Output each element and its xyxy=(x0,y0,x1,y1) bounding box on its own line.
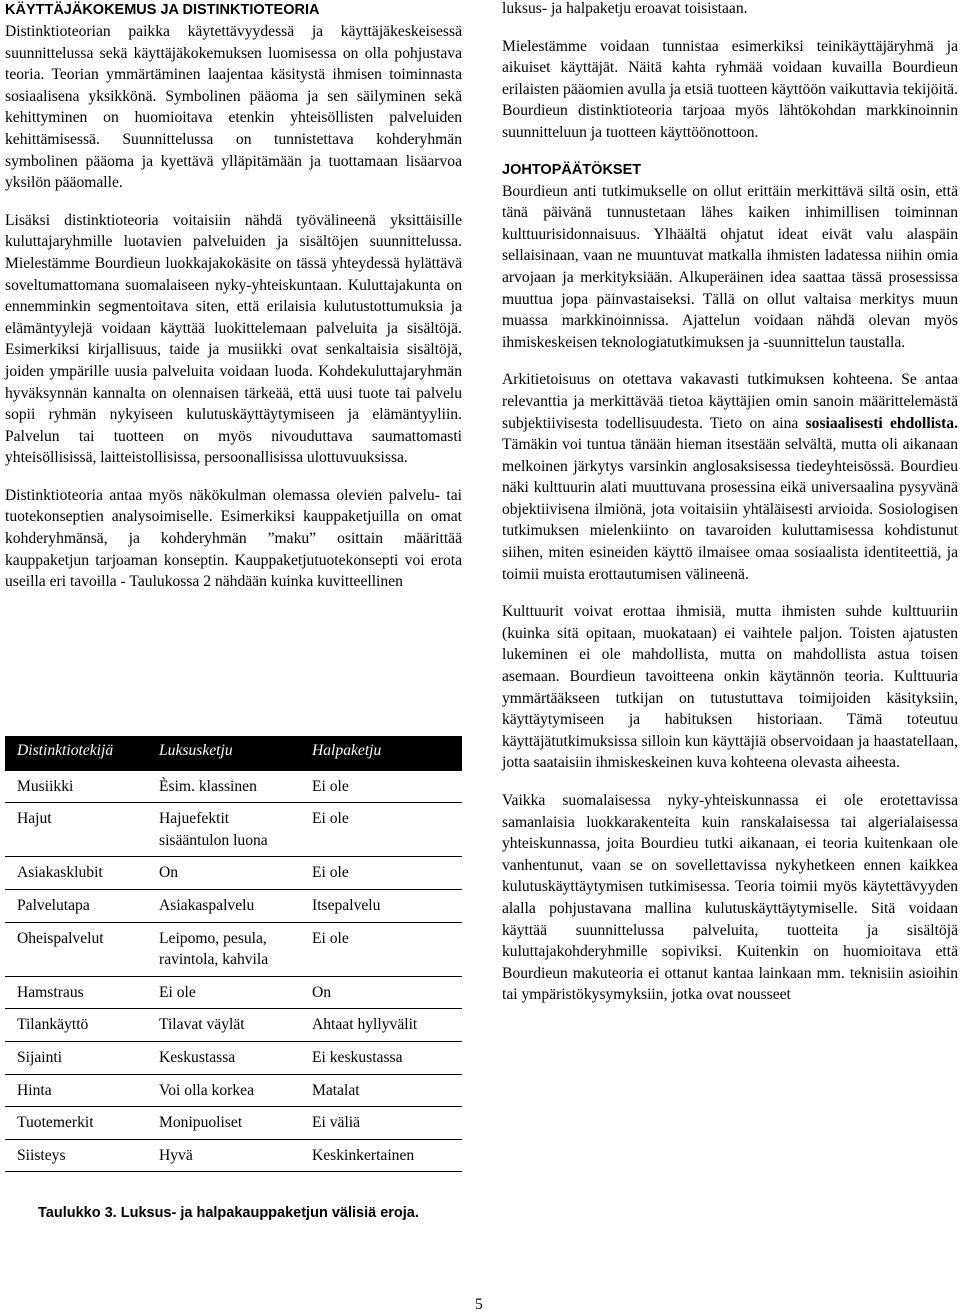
table-row xyxy=(5,922,462,976)
table-cell: Sijainti xyxy=(5,1041,147,1074)
paragraph: Bourdieun anti tutkimukselle on ollut erittäin merkittävä siltä osin, että tänä päivänä tunnustetaan lähes kaiken inhimillisen toiminnan kulttuurisidonnaisuus. Ylhäältä ohjatut ideat eivät valu alaspäin sellaisinaan, vaan ne muuntuvat matkalla ihmisten ladatessa niihin omia arvojaan ja merkityksiään. Alkuperäinen idea saattaa tässä prosessissa muuttua jopa päinvastaiseksi. Tällä on ollut valtaisa merkitys muun muassa markkinoinnissa. Ajattelun voidaan nähdä olevan myös ihmiskeskeisen teknologiatutkimuksen ja -suunnittelun taustalla. xyxy=(502,182,958,351)
table-header-cell: Halpaketju xyxy=(300,736,462,770)
table-cell: Itsepalvelu xyxy=(300,889,462,922)
table-cell: Tuotemerkit xyxy=(5,1107,147,1140)
table-row xyxy=(5,803,462,857)
left-column xyxy=(5,0,462,593)
table-cell: Èsim. klassinen xyxy=(147,770,300,803)
paragraph: Vaikka suomalaisessa nyky-yhteiskunnassa ei ole erotettavissa samanlaisia luokkarakenteita kuin ranskalaisessa tai algerialaisessa yhteiskunnassa, joita Bourdieu tutki aikanaan, ei teoria kuitenkaan ole vanhentunut, vaan se on sovellettavissa nykyhetkeen ennen kaikkea kulutuskäyttäytymisen tutkimisessa. Teoria toimii myös käytettävyyden alalla pohjustavana mallina kulutuskäyttäytymiselle. Sitä voidaan käyttää suunnittelussa palveluita, tuotteita ja sisältöjä kuluttajakohderyhmille sopiviksi. Kuitenkin on huomioitava että Bourdieun makuteoria ei ottanut kantaa lainkaan mm. teknisiin asioihin tai ympäristökysymyksiin, jotka ovat nousseet xyxy=(502,792,958,1004)
paragraph: Mielestämme voidaan tunnistaa esimerkiksi teinikäyttäjäryhmä ja aikuiset käyttäjät. Näitä kahta ryhmää voidaan kuvailla Bourdieun erilaisten pääomien avulla ja etsiä tuotteen käyttöön vaikuttavia tekijöitä. Bourdieun distinktioteoria tarjoaa myös lähtökohdan markkinoinnin suunnitteluun ja tuotteen käyttöönottoon. xyxy=(502,37,958,141)
table-cell: Ei keskustassa xyxy=(300,1041,462,1074)
table-cell: Asiakaspalvelu xyxy=(147,889,300,922)
table-cell: Ei ole xyxy=(300,922,462,976)
table-cell: Voi olla korkea xyxy=(147,1074,300,1107)
table-cell: Monipuoliset xyxy=(147,1107,300,1140)
section-heading-kayttajakokemus: KÄYTTÄJÄKOKEMUS JA DISTINKTIOTEORIA xyxy=(5,2,320,18)
table-cell: Hajuefektit sisääntulon luona xyxy=(147,803,300,857)
table-row xyxy=(5,857,462,890)
table-row xyxy=(5,770,462,803)
table-cell: Musiikki xyxy=(5,770,147,803)
table-cell: Oheispalvelut xyxy=(5,922,147,976)
table-row xyxy=(5,1139,462,1172)
table-cell: On xyxy=(147,857,300,890)
table-cell: Matalat xyxy=(300,1074,462,1107)
table-cell: Asiakasklubit xyxy=(5,857,147,890)
table-cell: Keskustassa xyxy=(147,1041,300,1074)
paragraph: Distinktioteoria antaa myös näkökulman olemassa olevien palvelu- tai tuotekonseptien analysoimiselle. Esimerkiksi kauppaketjuilla on omat kohderyhmänsä, ja kohderyhmän ”maku” osittain määrittää kauppaketjun tarjoaman konseptin. Kauppaketjutuotekonsepti voi erota useilla eri tavoilla - Taulukossa 2 nähdään kuinka kuvitteellinen xyxy=(5,486,462,591)
paragraph xyxy=(502,369,958,585)
table-header-cell: Luksusketju xyxy=(147,736,300,770)
comparison-table xyxy=(5,736,462,1172)
paragraph: Distinktioteorian paikka käytettävyydessä ja käyttäjäkeskeisessä suunnittelussa sekä käyttäjäkokemuksen luomisessa on olla pohjustava teoria. Teorian ymmärtäminen laajentaa käsitystä ihmisen toiminnasta sosiaalisena yksikkönä. Symbolinen pääoma ja sen säilyminen sekä kehittyminen on huomioitava etenkin yhteisöllisten palveluiden kehittämisessä. Suunnittelussa on tunnistettava kohderyhmän symbolinen pääoma ja kyettävä ylläpitämään ja tuottamaan lisäarvoa yksilön pääomalle. xyxy=(5,23,462,192)
table-cell: Keskinkertainen xyxy=(300,1139,462,1172)
paragraph: Kulttuurit voivat erottaa ihmisiä, mutta ihmisten suhde kulttuuriin (kuinka sitä opitaan, muokataan) ei vaihtele paljon. Toisten ajatusten lukeminen ei ole mahdollista, mutta on mahdollista astua toisen asemaan. Bourdieun tavoitteena onkin käytännön teoria. Kulttuuria ymmärtääkseen tutkijan on tutustuttava toimijoiden käsityksiin, käyttäytymiseen ja habituksen historiaan. Tämä toteutuu käyttäjätutkimuksissa silloin kun käyttäjiä observoidaan ja haastatellaan, jotta saataisiin ihmiskeskeinen kuva kohteena olevasta aiheesta. xyxy=(502,603,958,772)
table-cell: Hamstraus xyxy=(5,976,147,1009)
table-cell: Ei ole xyxy=(300,770,462,803)
table-cell: Hinta xyxy=(5,1074,147,1107)
page-number: 5 xyxy=(475,1296,483,1313)
table-row xyxy=(5,1041,462,1074)
emphasis-text: sosiaalisesti ehdollista. xyxy=(805,414,959,432)
table-cell: Hajut xyxy=(5,803,147,857)
right-column xyxy=(502,0,958,1006)
table-row xyxy=(5,976,462,1009)
table-cell: Ei ole xyxy=(147,976,300,1009)
paragraph-text: Tämäkin voi tuntua tänään hieman itsestään selvältä, mutta oli aikanaan melkoinen järkytys varsinkin anglosaksisessa tiedeyhteisössä. Bourdieu näki kulttuurin alati muuttuvana prosessina eikä universaalina pysyvänä objektiivisena ilmiönä, jota voitaisiin yhtäläisesti arvioida. Sosiologisen tutkimuksen mielenkiinto on tavaroiden kuluttamisessa kohdistunut siihen, miten esineiden käyttö ilmaisee omaa sosiaalista identiteettiä, ja toimii muista erottautumisen välineenä. xyxy=(502,436,958,583)
table-row xyxy=(5,1074,462,1107)
section-heading-johtopaatokset: JOHTOPÄÄTÖKSET xyxy=(502,161,642,178)
table-cell: Tilavat väylät xyxy=(147,1009,300,1042)
table-header-row xyxy=(5,736,462,770)
table-row xyxy=(5,1107,462,1140)
table-row xyxy=(5,1009,462,1042)
table-cell: Tilankäyttö xyxy=(5,1009,147,1042)
table-caption: Taulukko 3. Luksus- ja halpakauppaketjun välisiä eroja. xyxy=(38,1205,419,1221)
table-body xyxy=(5,770,462,1172)
table-cell: On xyxy=(300,976,462,1009)
table-cell: Palvelutapa xyxy=(5,889,147,922)
table-cell: Ei väliä xyxy=(300,1107,462,1140)
table-cell: Hyvä xyxy=(147,1139,300,1172)
table-cell: Ei ole xyxy=(300,857,462,890)
paragraph-text: Arkitietoisuus on otettava vakavasti tutkimuksen kohteena. Se antaa relevanttia ja merkittävää tietoa käyttäjien omin sanoin määrittelemästä subjektiivisesta todellisuudesta. Tieto on aina xyxy=(502,371,958,432)
table-cell: Ahtaat hyllyvälit xyxy=(300,1009,462,1042)
table-cell: Leipomo, pesula, ravintola, kahvila xyxy=(147,922,300,976)
paragraph: luksus- ja halpaketju eroavat toisistaan. xyxy=(502,0,748,17)
table-row xyxy=(5,889,462,922)
paragraph: Lisäksi distinktioteoria voitaisiin nähdä työvälineenä yksittäisille kuluttajaryhmille luotavien palveluiden ja sisältöjen suunnittelussa. Mielestämme Bourdieun luokkajakokäsite on tässä yhteydessä hylättävä soveltumattomana suomalaiseen nyky-yhteiskuntaan. Kuluttajakunta on ennemminkin segmentoitava siten, että erilaisia kulutustottumuksia ja elämäntyylejä voidaan käyttää luokittelemaan palveluita ja sisältöjä. Esimerkiksi kirjallisuus, taide ja musiikki ovat senkaltaisia sisältöjä, joiden ympärille uusia palveluita voidaan luoda. Kohdekuluttajaryhmän hyväksynnän kannalta on olennaisen tärkeää, että uusi tuote tai palvelu sopii ryhmän nykyiseen kulutuskäyttäytymiseen ja elämäntyyliin. Palvelun tai tuotteen on myös nivouduttava saumattomasti yhteisöllisissä, laitteistollisissa, persoonallisissa ulottuvuuksissa. xyxy=(5,211,462,467)
table-header-cell: Distinktiotekijä xyxy=(5,736,147,770)
table-cell: Ei ole xyxy=(300,803,462,857)
table-cell: Siisteys xyxy=(5,1139,147,1172)
